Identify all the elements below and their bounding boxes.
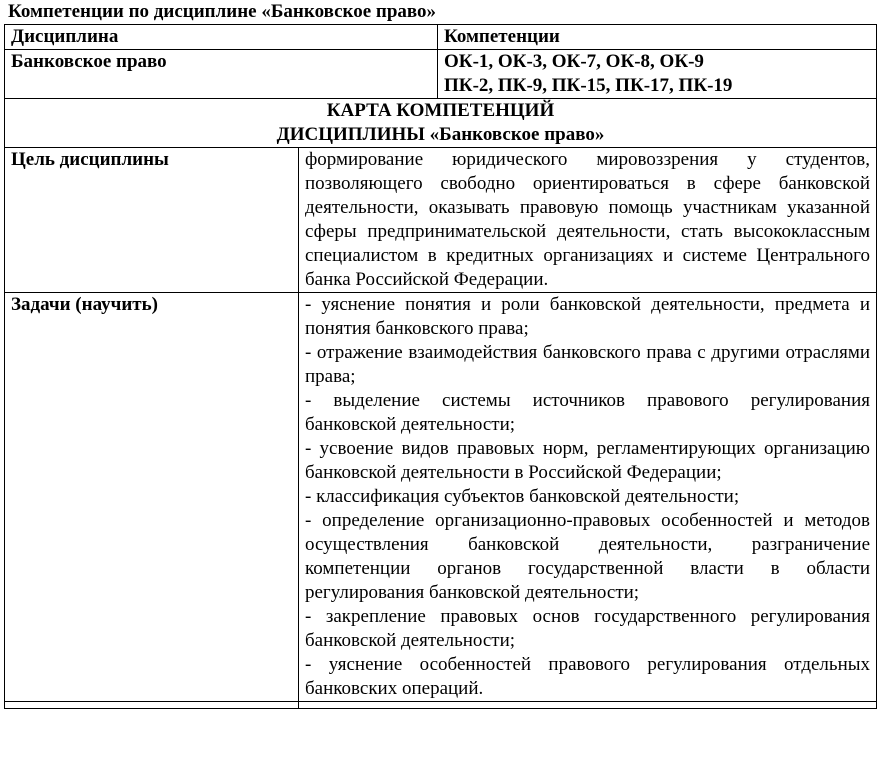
goal-row [5,148,877,293]
next-row-right [299,702,877,709]
task-item: - выделение системы источников правового регулирования банковской деятельности; [305,390,871,435]
task-item: - усвоение видов правовых норм, регламентирующих организацию банковской деятельности в Российской Федерации; [305,438,871,483]
competencies-ok: ОК-1, ОК-3, ОК-7, ОК-8, ОК-9 [444,51,704,72]
task-item: - определение организационно-правовых особенностей и методов осуществления банковской деятельности, разграничение компетенции органов государственной власти в области регулирования банковской деятельности; [305,510,871,603]
task-item: - уяснение понятия и роли банковской деятельности, предмета и понятия банковского права; [305,294,871,339]
goal-label-cell [5,148,299,293]
next-row-partial [5,702,877,709]
map-title-line1: КАРТА КОМПЕТЕНЦИЙ [326,100,555,121]
task-item: - классификация субъектов банковской деятельности; [305,486,740,507]
task-item: - уяснение особенностей правового регулирования отдельных банковских операций. [305,654,871,699]
header-row [5,25,877,50]
goal-text: формирование юридического мировоззрения у студентов, позволяющего свободно ориентироваться в сфере банковской деятельности, оказывать правовую помощь участникам указанной сферы предпринимательской деятельности, стать высококлассным специалистом в кредитных организациях и системе Центрального банка Российской Федерации. [305,149,871,290]
goal-label: Цель дисциплины [11,149,169,170]
competencies-pk: ПК-2, ПК-9, ПК-15, ПК-17, ПК-19 [444,75,733,96]
next-row-left [5,702,299,709]
discipline-cell [5,50,438,99]
task-item: - отражение взаимодействия банковского права с другими отраслями права; [305,342,871,387]
tasks-label: Задачи (научить) [11,294,158,315]
header-discipline-cell [5,25,438,50]
tasks-row [5,293,877,702]
competency-map-table [4,24,877,709]
header-discipline: Дисциплина [11,26,119,47]
header-competencies: Компетенции [444,26,560,47]
map-title-row [5,99,877,148]
discipline-row [5,50,877,99]
document-title: Компетенции по дисциплине «Банковское право» [8,1,437,22]
map-title-cell [5,99,877,148]
map-title-line2: ДИСЦИПЛИНЫ «Банковское право» [276,124,605,145]
goal-text-cell [299,148,877,293]
header-competencies-cell [438,25,877,50]
discipline-name: Банковское право [11,51,167,72]
competencies-cell [438,50,877,99]
tasks-label-cell [5,293,299,702]
task-item: - закрепление правовых основ государственного регулирования банковской деятельности; [305,606,871,651]
tasks-cell [299,293,877,702]
